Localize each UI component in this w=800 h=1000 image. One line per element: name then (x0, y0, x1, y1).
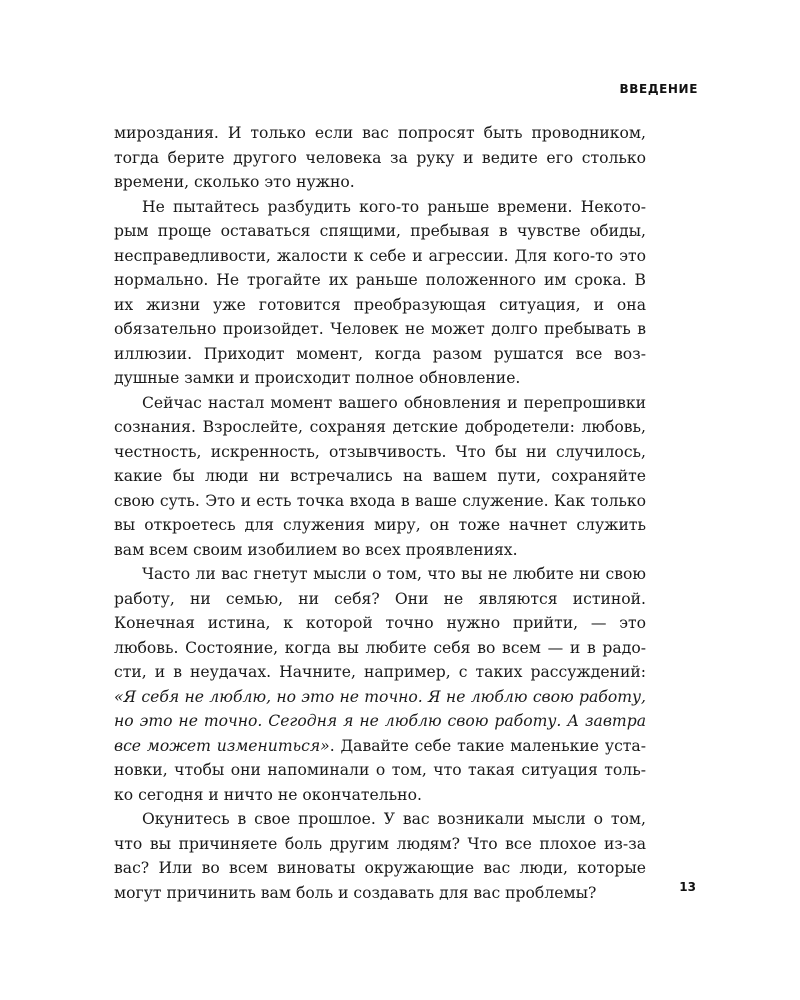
running-header: ВВЕДЕНИЕ (619, 82, 698, 96)
paragraph-5: Окунитесь в свое прошлое. У вас возникали мысли о том, что вы причиняете боль другим людям? Что все плохое из-за вас? Или во всем виноваты окружающие вас люди, которые могут причинить вам боль и создавать для вас проблемы? (114, 810, 646, 902)
paragraph-4-start: Часто ли вас гнетут мысли о том, что вы не любите ни свою работу, ни семью, ни себя? Они не являются истиной. Конечная истина, к которой точно нужно прийти, — это любовь. Состояние, когда вы любите себя во всем — и в радости, и в неудачах. Начните, например, с таких рассуждений: (114, 565, 646, 681)
paragraph-3: Сейчас настал момент вашего обновления и перепрошивки сознания. Взрослейте, сохраняя детские добродетели: любовь, честность, искренность, отзывчивость. Что бы ни случилось, какие бы люди ни встречались на вашем пути, сохраняйте свою суть. Это и есть точка входа в ваше служение. Как только вы откроетесь для служения миру, он тоже начнет служить вам всем своим изобилием во всех проявлениях. (114, 393, 646, 559)
page-number: 13 (679, 880, 696, 894)
paragraph-2: Не пытайтесь разбудить кого-то раньше времени. Некоторым проще оставаться спящими, пребывая в чувстве обиды, несправедливости, жалости к себе и агрессии. Для кого-то это нормально. Не трогайте их раньше положенного им срока. В их жизни уже готовится преобразующая ситуация, и она обязательно произойдет. Человек не может долго пребывать в иллюзии. Приходит момент, когда разом рушатся все воздушные замки и происходит полное обновление. (114, 197, 646, 387)
paragraph-1: мироздания. И только если вас попросят быть проводником, тогда берите другого человека за руку и ведите его столько времени, сколько это нужно. (114, 124, 646, 191)
main-text (114, 121, 646, 905)
paragraph-4-end: . Давайте себе такие маленькие установки, чтобы они напоминали о том, что такая ситуация только сегодня и ничто не окончательно. (114, 736, 647, 804)
italic-quote: «Я себя не люблю, но это не точно. Я не люблю свою работу, но это не точно. Сегодня я не люблю свою работу. А завтра все может измениться» (114, 687, 646, 755)
paragraph-4 (114, 562, 646, 807)
